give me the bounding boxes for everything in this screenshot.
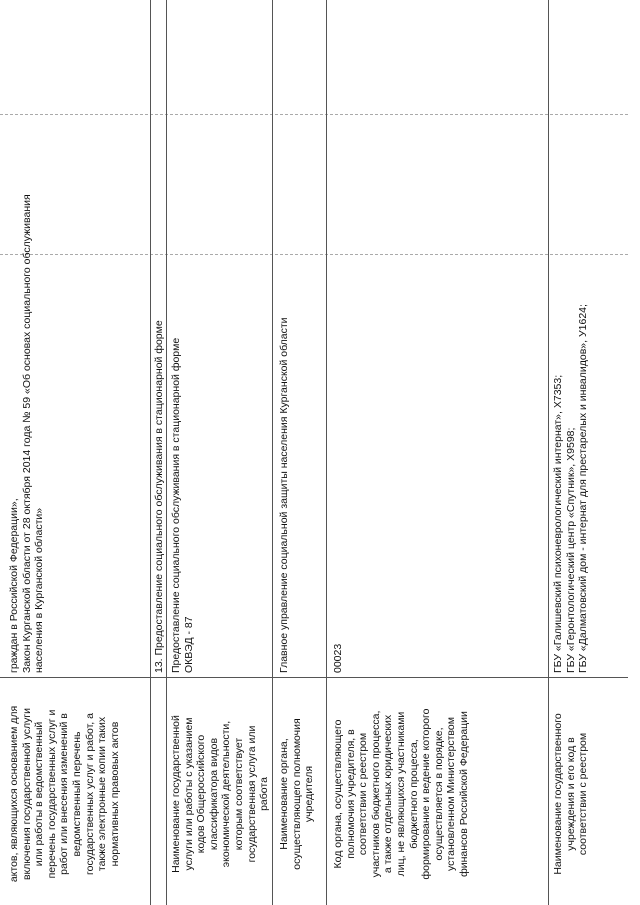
- institutions-label: Наименование государственного учреждения и его код в соответствии с реестром: [552, 713, 590, 875]
- authority-value: Главное управление социальной защиты населения Курганской области: [278, 317, 290, 673]
- institution-item: ГБУ «Геронтологический центр «Спутник», Х9598;: [564, 427, 577, 673]
- authority-row: [272, 0, 326, 905]
- legal-acts-value: [8, 33, 46, 673]
- legal-act-line: граждан в Российской Федерации»,: [8, 498, 20, 673]
- service-row: [166, 0, 272, 905]
- authority-code-row: [326, 0, 548, 905]
- authority-code-value: 00023: [332, 643, 344, 673]
- legal-act-line: населения в Курганской области»: [33, 507, 46, 673]
- legal-acts-label: актов, являющихся основанием для включения государственной услуги или работы в ведомственный перечень государственных услуг и работ или внесения изменений в ведомственный перечень государственных услуг и работ, а также электронные копии таких нормативных правовых актов: [8, 705, 121, 883]
- row-divider: [150, 0, 151, 905]
- authority-label: Наименование органа, осуществляющего полномочия учредителя: [278, 718, 316, 870]
- legal-act-line: Закон Курганской области от 28 октября 2014 года № 59 «Об основах социального обслуживания: [20, 194, 33, 673]
- section-heading: 13. Предоставление социального обслуживания в стационарной форме: [153, 320, 165, 673]
- institution-item: ГБУ «Галишевский психоневрологический интернат», Х7353;: [552, 374, 564, 673]
- service-label: Наименование государственной услуги или работы с указанием кодов Общероссийского классификатора видов экономической деятельности, которым соответствует государственная услуга или работа: [170, 715, 271, 873]
- service-value: [170, 33, 195, 673]
- authority-code-label: Код органа, осуществляющего полномочия учредителя, в соответствии с реестром участников бюджетного процесса, а также отдельных юридических лиц, не являющихся участниками бюджетного процесса, формирование и ведение которого осуществляется в порядке, установленном Министерством финансов Российской Федерации: [332, 708, 470, 880]
- institutions-row: [548, 0, 628, 905]
- service-okved: ОКВЭД - 87: [182, 616, 195, 673]
- legal-acts-row: [0, 0, 150, 905]
- service-name: Предоставление социального обслуживания в стационарной форме: [170, 337, 182, 673]
- institutions-list: [552, 33, 590, 673]
- institution-item: ГБУ «Далматовский дом - интернат для престарелых и инвалидов», У1624;: [577, 304, 590, 673]
